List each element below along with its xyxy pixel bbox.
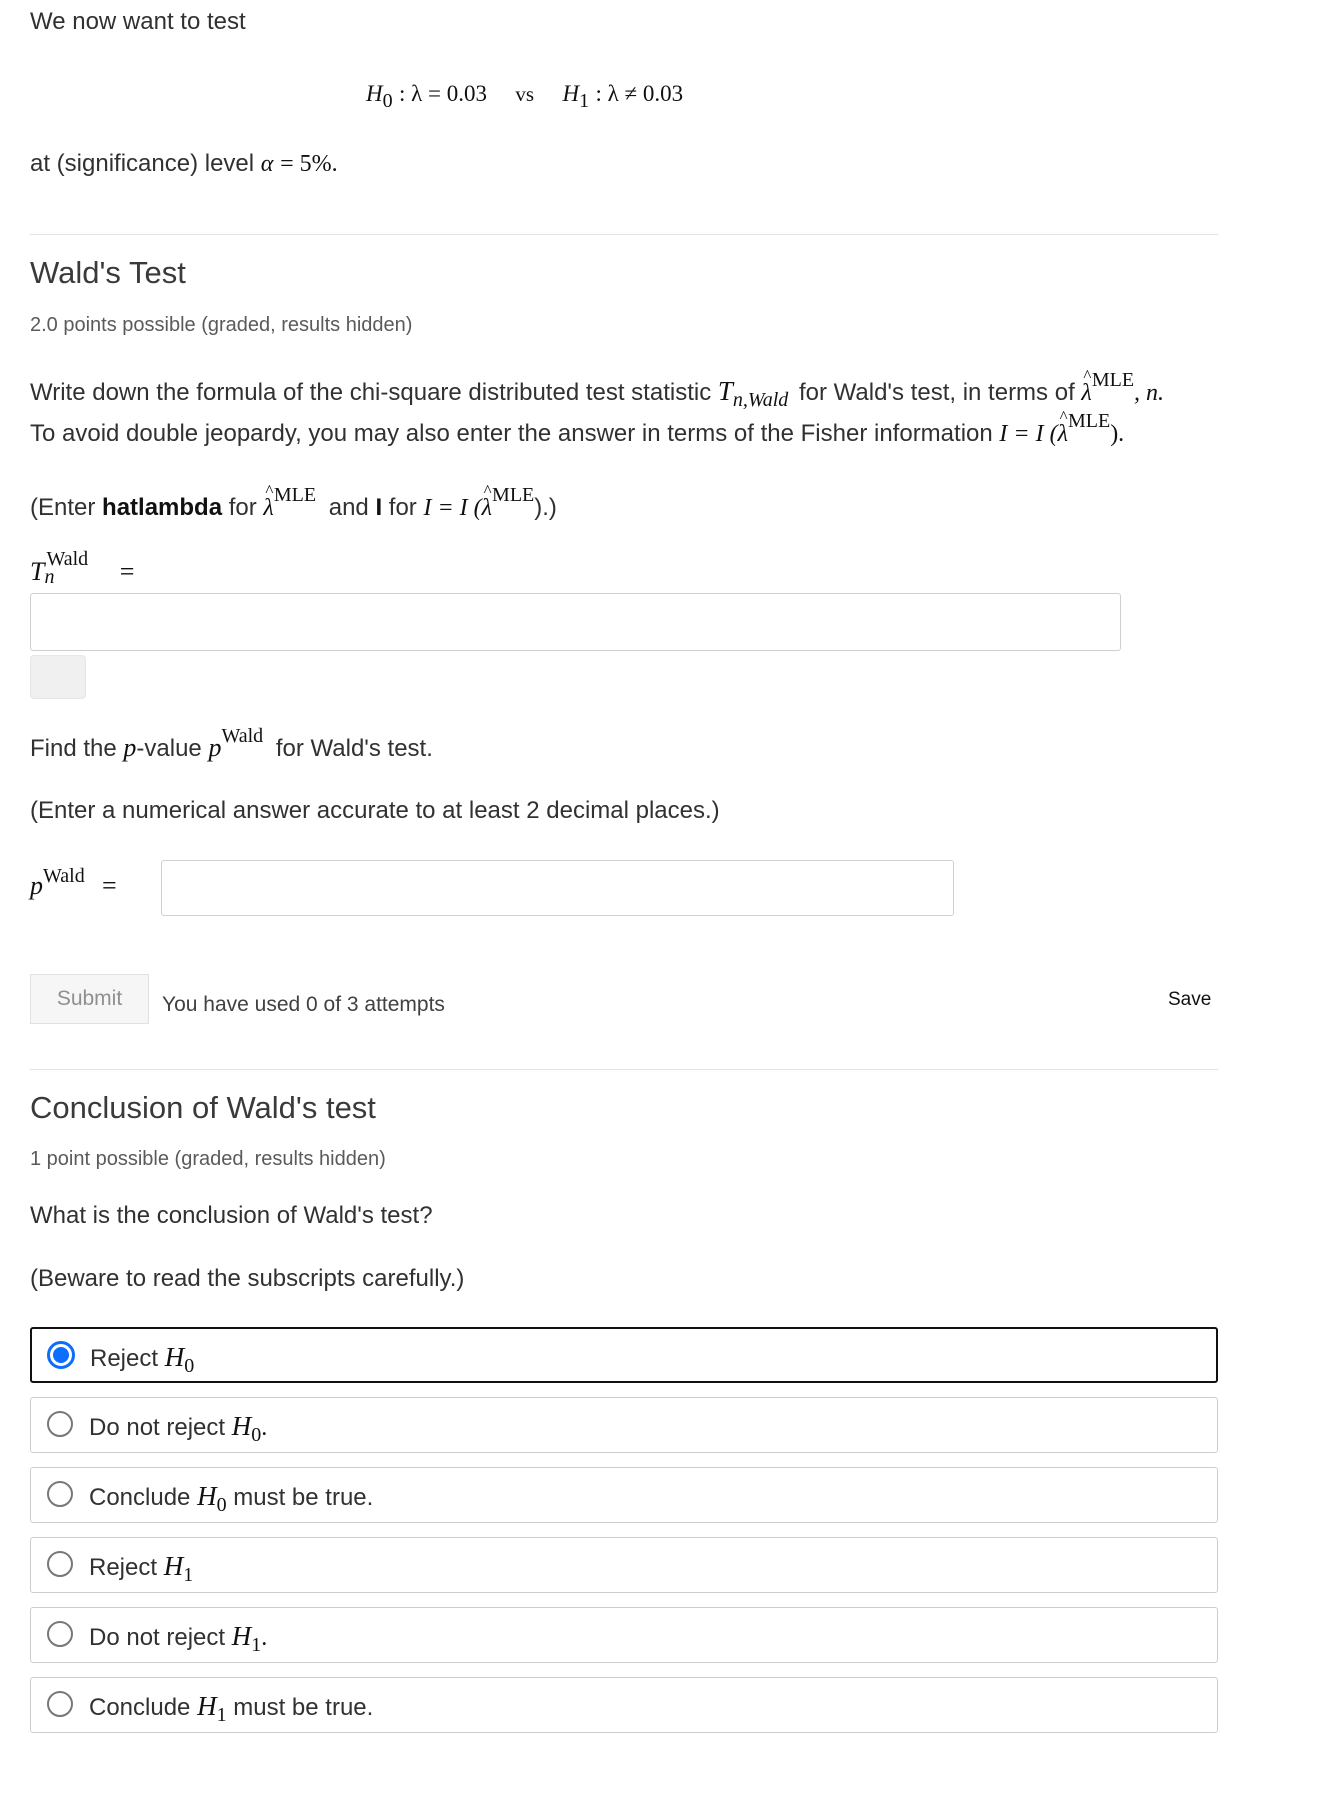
option-do-not-reject-h1[interactable]: Do not reject $H_1$. [30,1607,1218,1663]
section-title-wald: Wald's Test [30,255,186,290]
question-line-2: To avoid double jeopardy, you may also enter the answer in terms of the Fisher information I = I (^ $\lambda^{MLE}$). [30,420,1124,448]
pvalue-label: $p^{Wald}$ = [30,865,117,900]
conclusion-note: (Beware to read the subscripts carefully.) [30,1265,465,1292]
significance-level: at (significance) level α = 5%. [30,150,338,177]
radio-button[interactable] [47,1411,73,1437]
question-pvalue: Find the p-value $p^{Wald}$ for Wald's test. [30,725,433,762]
section-title-conclusion: Conclusion of Wald's test [30,1090,376,1125]
option-reject-h1[interactable]: Reject $H_1$ [30,1537,1218,1593]
radio-button[interactable] [47,1621,73,1647]
option-reject-h0[interactable]: Reject $H_0$ [30,1327,1218,1383]
conclusion-question: What is the conclusion of Wald's test? [30,1202,433,1229]
divider [30,1069,1218,1070]
formula-preview [30,655,86,699]
hypothesis-display: $H_0$ : λ = 0.03 vs $H_1$ : λ ≠ 0.03 [366,81,684,112]
attempts-text: You have used 0 of 3 attempts [162,993,445,1016]
points-info-conclusion: 1 point possible (graded, results hidden) [30,1148,386,1170]
pvalue-input[interactable] [161,860,954,916]
submit-button[interactable]: Submit [30,974,149,1024]
input-instructions: (Enter hatlambda for ^ $\lambda^{MLE}$ and I for I = I (^ $\lambda^{MLE}$).) [30,494,557,522]
lambda-hat: ^ λ [1081,380,1091,407]
intro-text: We now want to test [30,8,246,35]
option-conclude-h0-true[interactable]: Conclude $H_0$ must be true. [30,1467,1218,1523]
option-do-not-reject-h0[interactable]: Do not reject $H_0$. [30,1397,1218,1453]
radio-button[interactable] [47,1341,75,1369]
radio-button[interactable] [47,1481,73,1507]
statistic-label: T Wald n = [30,548,135,588]
radio-button[interactable] [47,1551,73,1577]
divider [30,234,1218,235]
question-line-1: Write down the formula of the chi-square distributed test statistic $T_{n,Wald}$ for Wald's test, in terms of ^ $\lambda^{MLE}$, n. [30,376,1164,407]
pvalue-instructions: (Enter a numerical answer accurate to at least 2 decimal places.) [30,797,720,824]
option-conclude-h1-true[interactable]: Conclude $H_1$ must be true. [30,1677,1218,1733]
points-info-wald: 2.0 points possible (graded, results hidden) [30,314,413,336]
save-button[interactable]: Save [1168,989,1212,1010]
radio-button[interactable] [47,1691,73,1717]
statistic-formula-input[interactable] [30,593,1121,651]
